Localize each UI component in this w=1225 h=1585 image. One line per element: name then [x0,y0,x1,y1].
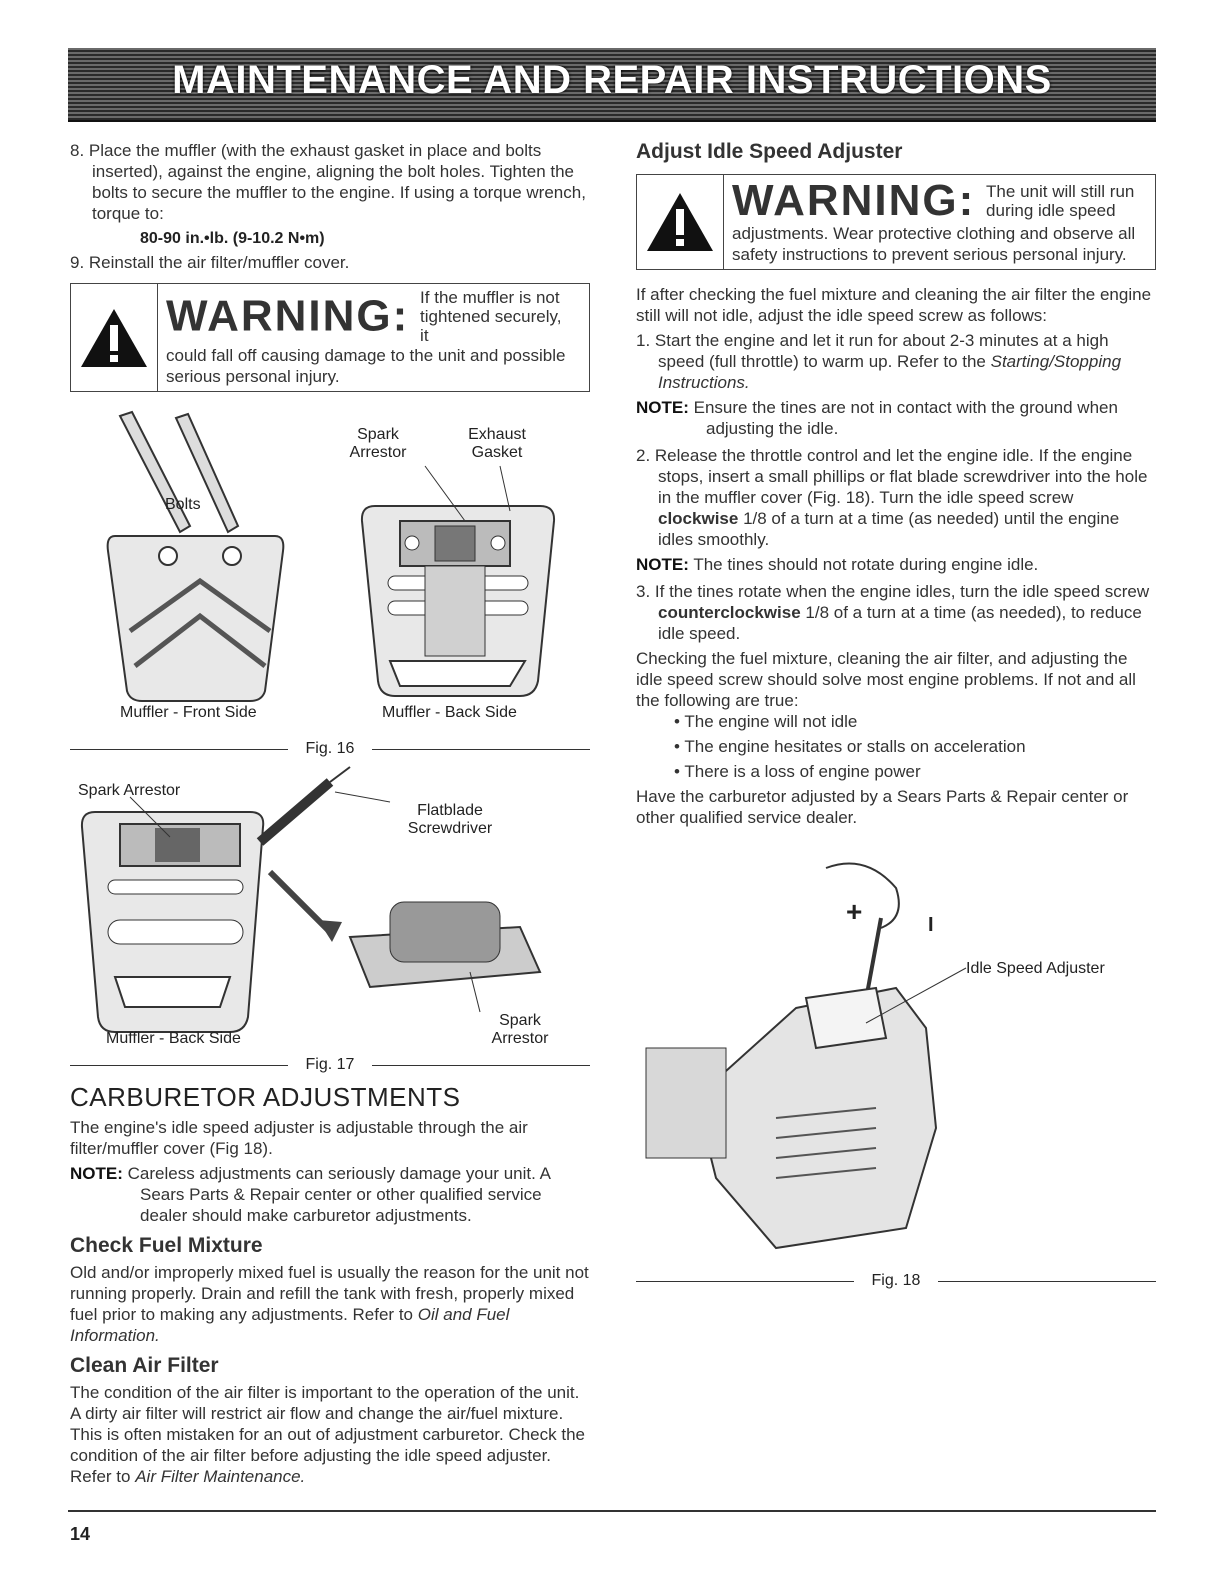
step-2-b: 1/8 of a turn at a time (as needed) until the engine idles smoothly. [658,509,1120,549]
air-ref: Air Filter Maintenance. [135,1467,306,1486]
header-banner [68,48,1156,122]
bullet-item: • The engine will not idle [636,711,1156,732]
step-2 [636,445,1156,550]
bullet-item: • The engine hesitates or stalls on acceleration [636,736,1156,757]
warning-word: WARNING: [166,291,410,341]
label-bolts: Bolts [165,496,201,513]
note-label: NOTE: [70,1164,123,1183]
step-3-bold: counterclockwise [658,603,801,622]
label-muffler-front: Muffler - Front Side [120,704,257,721]
warning-text [724,175,1155,269]
torque-spec: 80-90 in.•lb. (9-10.2 N•m) [140,230,325,247]
label-minus: I [928,914,934,936]
note-1-text: Ensure the tines are not in contact with the ground when adjusting the idle. [693,398,1118,438]
fig17-caption: Fig. 17 [70,1056,590,1074]
fuel-text [70,1262,590,1346]
label-muffler-back-17: Muffler - Back Side [106,1030,241,1047]
checking-text: Checking the fuel mixture, cleaning the air filter, and adjusting the idle speed screw should solve most engine problems. If not and all the following are true: [636,649,1136,710]
carb-note-text: Careless adjustments can seriously damage your unit. A Sears Parts & Repair center or other qualified service dealer should make carburetor adjustments. [127,1164,551,1225]
fig16-caption: Fig. 16 [70,740,590,758]
note-2 [636,554,1156,575]
step-1 [636,330,1156,393]
fig18-caption: Fig. 18 [636,1272,1156,1290]
label-muffler-back: Muffler - Back Side [382,704,517,721]
fuel-text-body: Old and/or improperly mixed fuel is usually the reason for the unit not running properly. Drain and refill the tank with fresh, properly mixed fuel prior to making any adjustments. Refer to [70,1263,589,1324]
step-2-bold: clockwise [658,509,739,528]
clean-air-heading: Clean Air Filter [70,1354,219,1377]
warning-triangle-icon [645,191,715,253]
step-2-a: 2. Release the throttle control and let the engine idle. If the engine stops, insert a small phillips or flat blade screwdriver into the hole in the muffler cover (Fig. 18). Turn the idle speed screw [636,446,1148,507]
step-8: 8. Place the muffler (with the exhaust gasket in place and bolts inserted), against the engine, aligning the bolt holes. Tighten the bolts to secure the muffler to the engine. If using a torque wrench, torque to: [70,141,586,223]
label-idle-speed-adjuster: Idle Speed Adjuster [966,960,1105,977]
warning-body: could fall off causing damage to the unit and possible serious personal injury. [166,346,566,386]
engine-diagram-fig18 [636,848,1156,1268]
step-1-ref: Starting/Stopping Instructions. [658,352,1122,392]
intro-text: If after checking the fuel mixture and cleaning the air filter the engine still will not idle, adjust the idle speed screw as follows: [636,285,1152,325]
air-text [70,1382,590,1487]
label-spark-arrestor: Spark Arrestor [349,426,407,461]
air-text-body: The condition of the air filter is important to the operation of the unit. A dirty air filter will restrict air flow and change the air/fuel mixture. This is often mistaken for an out of adjustment carburetor. Check the condition of the air filter before adjusting the idle speed adjuster. Refer to [70,1383,585,1486]
footer-rule [68,1510,1156,1512]
warning-tail: If the muffler is not tightened securely, it [420,288,562,345]
warning-tail: The unit will still run during idle speed [986,182,1135,220]
warning-triangle-icon [79,307,149,369]
figure-16 [70,406,590,736]
carburetor-adjustments-heading: CARBURETOR ADJUSTMENTS [70,1082,461,1112]
warning-box-muffler [70,283,590,392]
label-spark-arrestor-top: Spark Arrestor [78,782,181,799]
adjust-idle-heading: Adjust Idle Speed Adjuster [636,140,903,163]
label-exhaust-gasket: Exhaust Gasket [468,426,526,461]
step-3-b: 1/8 of a turn at a time (as needed), to reduce idle speed. [658,603,1142,643]
figure-17 [70,762,590,1052]
step-1-text: 1. Start the engine and let it run for about 2-3 minutes at a high speed (full throttle) to warm up. Refer to the [636,331,1109,371]
label-flatblade-screwdriver: Flatblade Screwdriver [407,802,493,837]
page-title: MAINTENANCE AND REPAIR INSTRUCTIONS [172,58,1052,102]
warning-text [158,284,589,391]
have-text: Have the carburetor adjusted by a Sears Parts & Repair center or other qualified service dealer. [636,787,1129,827]
bullet-item: • There is a loss of engine power [636,761,1156,782]
step-3-a: 3. If the tines rotate when the engine idles, turn the idle speed screw [636,582,1150,601]
warning-box-idle [636,174,1156,270]
warning-body: adjustments. Wear protective clothing and observe all safety instructions to prevent serious personal injury. [732,224,1136,264]
carb-text: The engine's idle speed adjuster is adjustable through the air filter/muffler cover (Fig 18). [70,1118,528,1158]
left-column [70,140,590,1487]
note-label: NOTE: [636,398,689,417]
fuel-ref: Oil and Fuel Information. [70,1305,510,1345]
carb-note [70,1163,590,1226]
note-2-text: The tines should not rotate during engine idle. [693,555,1039,574]
step-3 [636,581,1156,644]
page-number: 14 [70,1524,91,1544]
figure-18 [636,848,1156,1268]
note-1 [636,397,1156,439]
warning-icon-cell [71,284,158,391]
label-plus: + [846,896,863,927]
label-spark-arrestor-bottom: Spark Arrestor [491,1012,549,1047]
right-column [636,140,1156,1294]
warning-icon-cell [637,175,724,269]
warning-word: WARNING: [732,176,976,225]
note-label: NOTE: [636,555,689,574]
muffler-diagram-fig17 [70,762,590,1052]
check-fuel-heading: Check Fuel Mixture [70,1234,263,1257]
step-9: 9. Reinstall the air filter/muffler cover. [70,253,350,272]
